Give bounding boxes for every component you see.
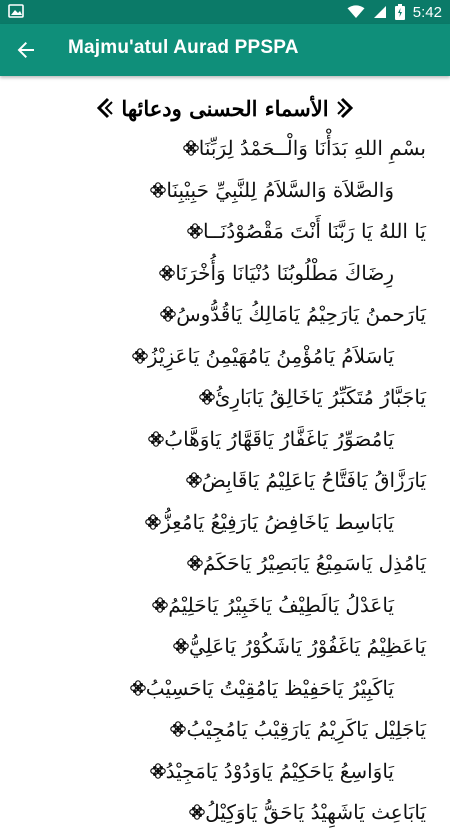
verse-line <box>164 709 426 749</box>
verse-text: يَاعَظِيْمُ يَاغَفُوْرُ يَاشَكُوْرُ يَاعَلِيُّ <box>189 634 426 658</box>
verse-text: يَابَاسِط يَاخَافِضُ يَارَفِيْعُ يَامُعِزُّ <box>161 509 394 534</box>
verse-text: يَا اللهُ يَا رَبَّنَا أَنْتَ مَقْصُوْدُنَــا <box>202 219 426 243</box>
app-bar <box>0 24 450 76</box>
verse-line <box>154 294 426 334</box>
status-time: 5:42 <box>412 3 442 21</box>
verse-text: يَاوَاسِعُ يَاحَكِيْمُ يَاوَدُوْدُ يَامَجِيْدُ <box>165 758 394 783</box>
verse-line <box>126 336 394 376</box>
flower-icon <box>160 306 176 322</box>
verse-line <box>139 502 394 542</box>
flower-icon <box>150 763 166 779</box>
verse-text: وَالصَّلاَة وَالسَّلاَمُ لِلنَّبِيِّ حَبِيْبِنَا <box>166 177 394 202</box>
verse-text: يَابَاعِث يَاشَهِيْدُ يَاحَقُّ يَاوَكِيْلُ <box>205 800 426 824</box>
flower-icon <box>152 597 168 613</box>
heading-text: الأسماء الحسنى ودعائها <box>121 95 329 121</box>
verse-text: بسْمِ اللهِ بَدَأْنَا وَالْــحَمْدُ لِرَبِّنَا <box>198 136 426 160</box>
verse-line <box>146 585 394 625</box>
verse-text: يَارَحمنُ يَارَحِيْمُ يَامَالِكُ يَاقُدُّوسُ <box>176 302 426 326</box>
verse-text: يَاعَدْلُ يَالَطِيْفُ يَاخَبِيْرُ يَاحَلِيْمُ <box>168 592 394 617</box>
flower-icon <box>132 348 148 364</box>
verse-text: يَاجَلِيْل يَاكَرِيْمُ يَارَقِيْبُ يَامُجِيْبُ <box>186 717 426 741</box>
battery-icon <box>395 4 405 20</box>
verse-text: يَارَزَّاقُ يَافَتَّاحُ يَاعَلِيْمُ يَاقَابِضُ <box>201 468 426 492</box>
verse-line <box>167 626 426 666</box>
verse-text: يَاسَلاَمُ يَامُؤْمِنُ يَامُهَيْمِنُ يَاعَزِيْزُ <box>147 343 394 368</box>
flower-icon <box>145 514 161 530</box>
verse-text: يَامُذِل يَاسَمِيْعُ يَابَصِيْرُ يَاحَكَمُ <box>202 551 426 575</box>
flower-icon <box>186 472 202 488</box>
verse-line <box>193 377 426 417</box>
cell-signal-icon <box>373 5 387 19</box>
verse-line <box>153 253 394 293</box>
flower-icon <box>170 721 186 737</box>
verse-text: يَامُصَوِّرُ يَاغَفَّارُ يَاقَهَّارُ يَاوَهَّابُ <box>164 426 394 451</box>
back-button[interactable] <box>12 36 40 64</box>
flower-icon <box>189 804 205 820</box>
verse-line <box>183 792 426 832</box>
verse-line <box>144 751 394 791</box>
wifi-icon <box>347 5 365 19</box>
flower-icon <box>150 182 166 198</box>
verse-line <box>177 128 426 168</box>
verse-text: يَاجَبَّارُ مُتَكَبِّرُ يَاخَالِقُ يَابَارِئُ <box>214 385 426 409</box>
content-area[interactable] <box>0 76 450 824</box>
verse-line <box>181 211 426 251</box>
verse-text: رِضَاكَ مَطْلُوبُنَا دُنْيَانَا وَأُخْرَنَا <box>175 260 394 285</box>
verse-line <box>180 460 426 500</box>
flower-icon <box>199 389 215 405</box>
section-heading <box>0 88 450 128</box>
flower-icon <box>183 140 199 156</box>
status-icons <box>347 0 442 24</box>
app-title: Majmu'atul Aurad PPSPA <box>68 37 299 58</box>
arrow-left-icon <box>16 40 36 60</box>
flower-icon <box>148 431 164 447</box>
flower-icon <box>159 265 175 281</box>
image-icon <box>8 3 24 19</box>
status-bar <box>0 0 450 24</box>
ornament-left-icon <box>95 97 113 119</box>
verse-line <box>181 543 426 583</box>
flower-icon <box>187 223 203 239</box>
verse-line <box>142 419 394 459</box>
flower-icon <box>187 555 203 571</box>
verse-text: يَاكَبِيْرُ يَاحَفِيْظ يَامُقِيْتُ يَاحَسِيْبُ <box>145 675 394 700</box>
verse-line <box>144 170 394 210</box>
ornament-right-icon <box>337 97 355 119</box>
flower-icon <box>173 638 189 654</box>
flower-icon <box>130 680 146 696</box>
verse-line <box>124 668 394 708</box>
